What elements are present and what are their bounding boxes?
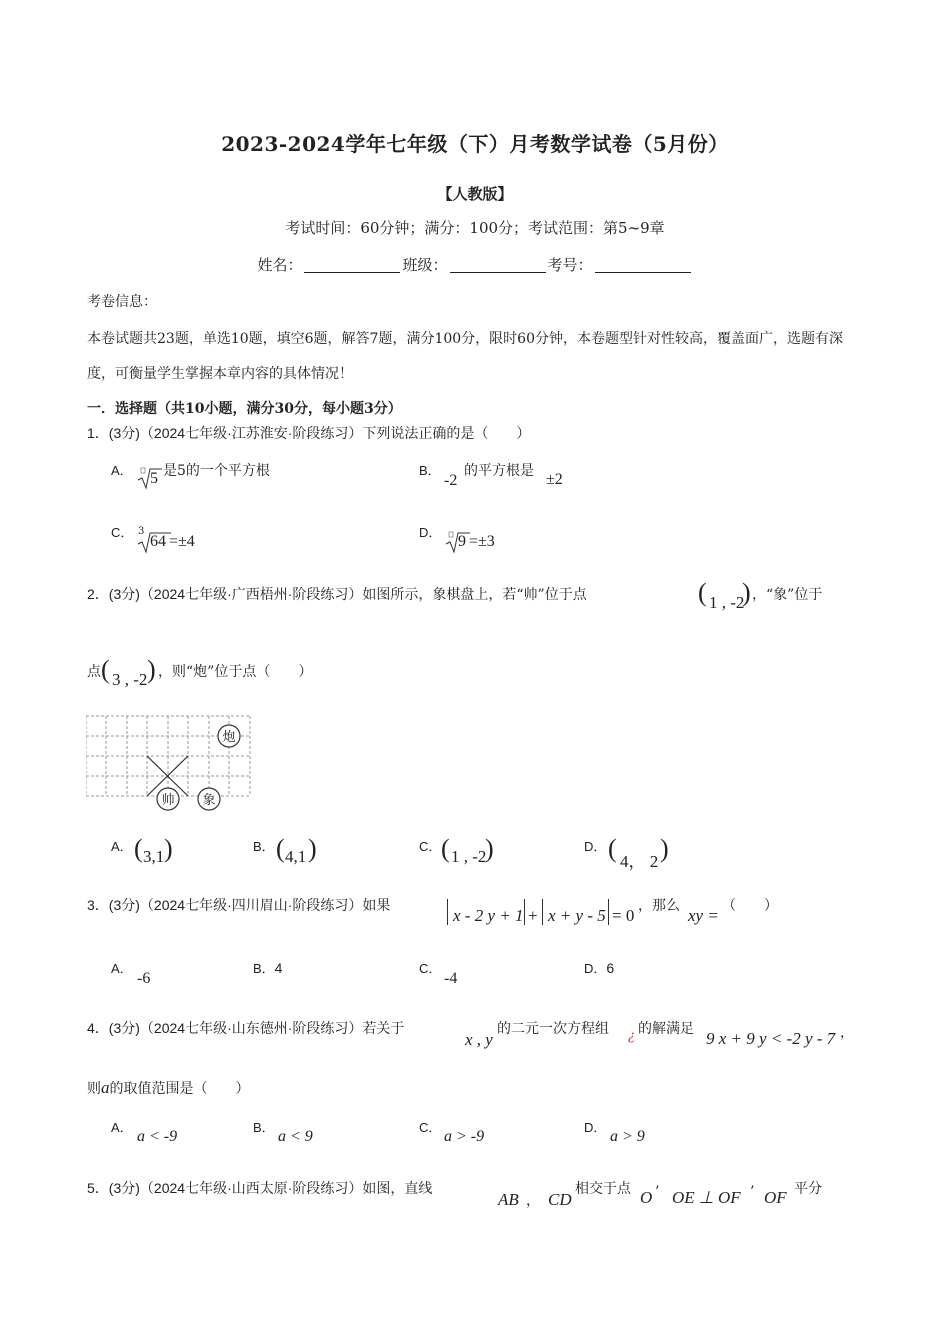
- q1-option-c[interactable]: C．: [111, 525, 134, 540]
- q3-a-value: -6: [137, 970, 151, 987]
- name-label: 姓名：: [257, 256, 303, 274]
- id-blank[interactable]: [595, 256, 691, 273]
- q1-c-index: 3: [138, 526, 145, 537]
- paper-title: 2023-2024学年七年级（下）月考数学试卷（5月份）: [221, 132, 729, 156]
- q3-abs1: x - 2 y + 1: [453, 906, 524, 925]
- q4-option-d[interactable]: D．: [584, 1120, 607, 1135]
- q5-comma: ，: [526, 1193, 540, 1209]
- q3-option-a[interactable]: A．: [111, 961, 133, 976]
- q5-cd: CD: [548, 1190, 572, 1209]
- q3-stem-part3: （ ）: [722, 898, 778, 914]
- q4-a-value: a < -9: [137, 1128, 178, 1145]
- question-2-stem: 2．(3分)（2024七年级·广西梧州·阶段练习）如图所示，象棋盘上，若“帅”位于点: [87, 586, 587, 603]
- q4-broken-glyph: ¿: [628, 1029, 635, 1044]
- question-5-stem: 5．(3分)（2024七年级·山西太原·阶段练习）如图，直线: [87, 1180, 433, 1197]
- q5-of: OF: [764, 1188, 787, 1207]
- q3-option-d[interactable]: D．6: [584, 960, 615, 976]
- q5-o: O: [640, 1188, 653, 1207]
- q3-equals: = 0: [612, 906, 635, 925]
- q1-option-b[interactable]: B．: [419, 463, 441, 478]
- q4-vars: x , y: [465, 1030, 493, 1049]
- q1-option-a[interactable]: A．: [111, 463, 133, 478]
- q3-c-value: -4: [444, 970, 458, 987]
- q2-option-d[interactable]: D．: [584, 839, 607, 854]
- q4-line2: 则a的取值范围是（ ）: [87, 1078, 250, 1097]
- q1-a-text: 是5的一个平方根: [163, 463, 270, 479]
- q4-stem-part3: 的解满足: [638, 1021, 694, 1037]
- piece-xiang: 象: [202, 793, 216, 808]
- q3-option-c[interactable]: C．: [419, 961, 442, 976]
- name-blank[interactable]: [304, 256, 400, 273]
- q3-option-b[interactable]: B．4: [253, 960, 283, 976]
- q3-plus: +: [528, 906, 538, 925]
- q2-stem-part4: ，则“炮”位于点（ ）: [158, 664, 313, 680]
- class-label: 班级：: [402, 256, 448, 274]
- edition-label: 【人教版】: [437, 185, 513, 203]
- q4-option-c[interactable]: C．: [419, 1120, 442, 1135]
- q4-stem-part2: 的二元一次方程组: [497, 1021, 609, 1037]
- q3-expr: xy =: [688, 906, 719, 925]
- abs-bar-4: [608, 899, 609, 925]
- q3-abs2: x + y - 5: [548, 906, 606, 925]
- q4-option-b[interactable]: B．: [253, 1120, 275, 1135]
- abs-bar-1: [447, 899, 448, 925]
- chess-board-figure: [86, 713, 256, 815]
- q4-option-a[interactable]: A．: [111, 1120, 133, 1135]
- q4-b-value: a < 9: [278, 1128, 313, 1145]
- intro-label: 考卷信息：: [87, 294, 157, 310]
- intro-description: 本卷试题共23题，单选10题，填空6题，解答7题，满分100分，限时60分钟，本卷题型针对性较高，覆盖面广，选题有深度，可衡量学生掌握本章内容的具体情况！: [87, 331, 843, 382]
- q5-sep2: ’: [750, 1184, 755, 1200]
- q5-ab: AB: [498, 1190, 519, 1209]
- q2-stem-part3: 点: [87, 664, 101, 680]
- q5-sep1: ’: [655, 1184, 660, 1200]
- q2-stem-part2: ，“象”位于: [752, 587, 823, 603]
- q1-option-d[interactable]: D．: [419, 525, 442, 540]
- q4-c-value: a > -9: [444, 1128, 485, 1145]
- chess-board-diagram: [86, 713, 256, 811]
- q4-d-value: a > 9: [610, 1128, 645, 1145]
- q1-d-rhs: =±3: [469, 533, 495, 550]
- student-info-line: [0, 254, 950, 275]
- question-1-stem: 1．(3分)（2024七年级·江苏淮安·阶段练习）下列说法正确的是（ ）: [87, 425, 531, 442]
- q5-stem-part3: 平分: [794, 1181, 822, 1197]
- q3-stem-part2: ，那么: [638, 898, 680, 914]
- q5-stem-part2: 相交于点: [575, 1181, 631, 1197]
- q2-option-c[interactable]: C．: [419, 839, 442, 854]
- q1-d-radicand: 9: [458, 533, 466, 550]
- exam-info: 考试时间：60分钟；满分：100分；考试范围：第5~9章: [285, 219, 665, 237]
- q1-c-radicand: 64: [150, 533, 166, 550]
- question-3-stem: 3．(3分)（2024七年级·四川眉山·阶段练习）如果: [87, 897, 391, 914]
- class-blank[interactable]: [450, 256, 546, 273]
- id-label: 考号：: [547, 256, 593, 274]
- abs-bar-3: [542, 899, 543, 925]
- q4-stem-part4: ，: [840, 1025, 854, 1041]
- piece-pao: 炮: [222, 730, 236, 745]
- piece-shuai: 帅: [161, 793, 175, 808]
- q1-b-lead: -2: [444, 472, 458, 489]
- question-4-stem: 4．(3分)（2024七年级·山东德州·阶段练习）若关于: [87, 1020, 405, 1037]
- q1-c-rhs: =±4: [169, 533, 195, 550]
- q2-option-b[interactable]: B．: [253, 839, 275, 854]
- abs-bar-2: [524, 899, 525, 925]
- q5-perp: OE ⊥ OF: [672, 1188, 741, 1207]
- q1-b-value: ±2: [546, 471, 563, 488]
- section-heading: 一．选择题（共10小题，满分30分，每小题3分）: [87, 401, 402, 417]
- q1-b-text: 的平方根是: [464, 463, 534, 479]
- q2-option-a[interactable]: A．: [111, 839, 133, 854]
- q1-a-radicand: 5: [150, 470, 158, 487]
- q4-inequality: 9 x + 9 y < -2 y - 7: [706, 1029, 836, 1048]
